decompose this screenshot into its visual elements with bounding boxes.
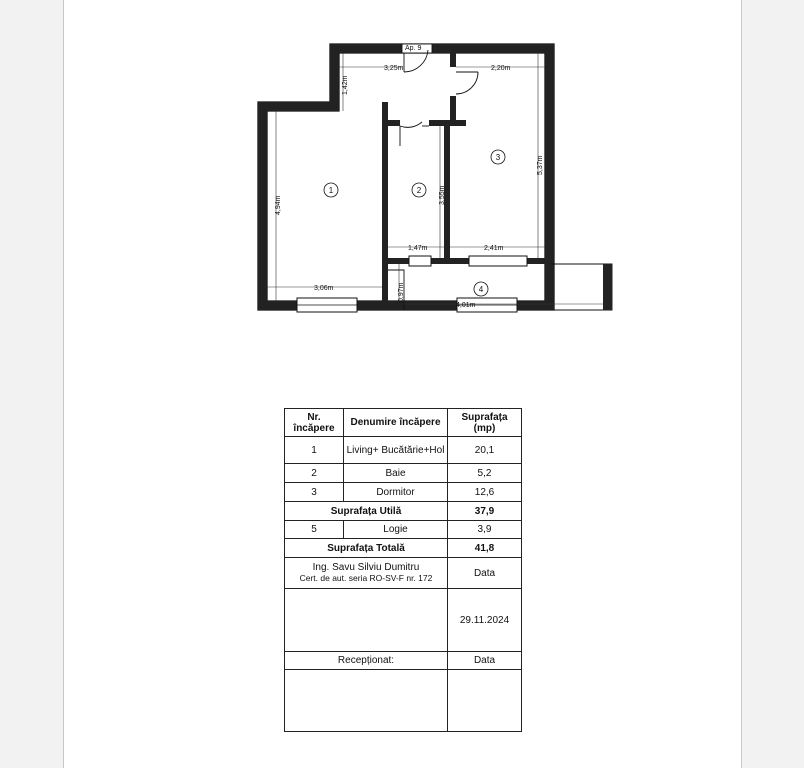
useful-area-row — [285, 502, 522, 521]
row-name: Logie — [344, 521, 448, 539]
room-marker-1-label: 1 — [328, 186, 334, 195]
received-date-label: Data — [448, 652, 522, 670]
header-nr: Nr. încăpere — [285, 409, 344, 437]
row-nr: 1 — [285, 437, 344, 464]
useful-area-value: 37,9 — [448, 502, 522, 521]
date-label: Data — [448, 558, 522, 589]
engineer-cert: Cert. de aut. seria RO-SV-F nr. 172 — [299, 573, 433, 583]
row-area: 20,1 — [448, 437, 522, 464]
table-row — [285, 464, 522, 483]
row-nr: 5 — [285, 521, 344, 539]
dim-bedroom-bottom-width: 2,41m — [484, 245, 504, 252]
rooms-table — [284, 408, 522, 732]
wall-bath-top-right — [429, 120, 444, 126]
engineer-row — [285, 558, 522, 589]
engineer-name: Ing. Savu Silviu Dumitru — [312, 562, 420, 573]
wall-left — [258, 102, 267, 310]
apartment-label: Ap. 9 — [405, 45, 422, 52]
total-area-row — [285, 539, 522, 558]
wall-step — [330, 44, 339, 111]
room-marker-3-label: 3 — [495, 153, 501, 162]
wall-living-loggia — [382, 264, 388, 310]
header-name: Denumire încăpere — [344, 409, 448, 437]
floor-plan — [64, 0, 741, 330]
dim-bedroom-width: 2,20m — [491, 65, 511, 72]
row-name: Baie — [344, 464, 448, 483]
outer-wall-outer — [258, 44, 554, 310]
window-bath — [409, 256, 431, 266]
room-marker-2-label: 2 — [416, 186, 422, 195]
wall-bedroom-hall-top — [450, 53, 456, 67]
wall-bath-top-left — [388, 120, 400, 126]
wall-top-right — [432, 44, 554, 53]
wall-top-left — [258, 102, 339, 111]
row-area: 3,9 — [448, 521, 522, 539]
dim-hall-depth: 1,42m — [342, 75, 349, 95]
wall-bedroom-hall-lower — [450, 96, 456, 126]
received-signature-row — [285, 670, 522, 732]
loggia-right-wall — [603, 264, 612, 310]
dim-hall-width: 3,25m — [384, 65, 404, 72]
received-label: Recepționat: — [285, 652, 448, 670]
date-value: 29.11.2024 — [448, 589, 522, 652]
dim-bedroom-length: 5,37m — [537, 155, 544, 175]
signature-cell — [285, 589, 448, 652]
loggia-extension — [551, 264, 612, 310]
dim-loggia-width: 4,01m — [456, 302, 476, 309]
table-row — [285, 521, 522, 539]
signature-row — [285, 589, 522, 652]
received-row — [285, 652, 522, 670]
table-row — [285, 437, 522, 464]
row-nr: 3 — [285, 483, 344, 502]
window-bedroom — [469, 256, 527, 266]
bath-door-swing — [400, 122, 422, 146]
room-marker-4-label: 4 — [478, 285, 484, 294]
wall-right — [545, 44, 554, 310]
dim-bath-width: 1,47m — [408, 245, 428, 252]
row-nr: 2 — [285, 464, 344, 483]
row-area: 5,2 — [448, 464, 522, 483]
table-row — [285, 483, 522, 502]
dim-living-length: 4,94m — [275, 195, 282, 215]
row-name: Living+ Bucătărie+Hol — [344, 437, 448, 464]
dim-living-width: 3,06m — [314, 285, 334, 292]
engineer-cell — [285, 558, 448, 589]
received-signature-cell — [285, 670, 448, 732]
wall-living-bath — [382, 102, 388, 270]
header-area: Suprafața (mp) — [448, 409, 522, 437]
dim-loggia-depth: 0,97m — [398, 282, 405, 302]
useful-area-label: Suprafața Utilă — [285, 502, 448, 521]
table-header-row — [285, 409, 522, 437]
dim-bath-length: 3,55m — [439, 185, 446, 205]
total-area-value: 41,8 — [448, 539, 522, 558]
bedroom-door-swing — [456, 72, 478, 94]
wall-top-hall — [330, 44, 402, 53]
row-area: 12,6 — [448, 483, 522, 502]
total-area-label: Suprafața Totală — [285, 539, 448, 558]
row-name: Dormitor — [344, 483, 448, 502]
received-date-cell — [448, 670, 522, 732]
